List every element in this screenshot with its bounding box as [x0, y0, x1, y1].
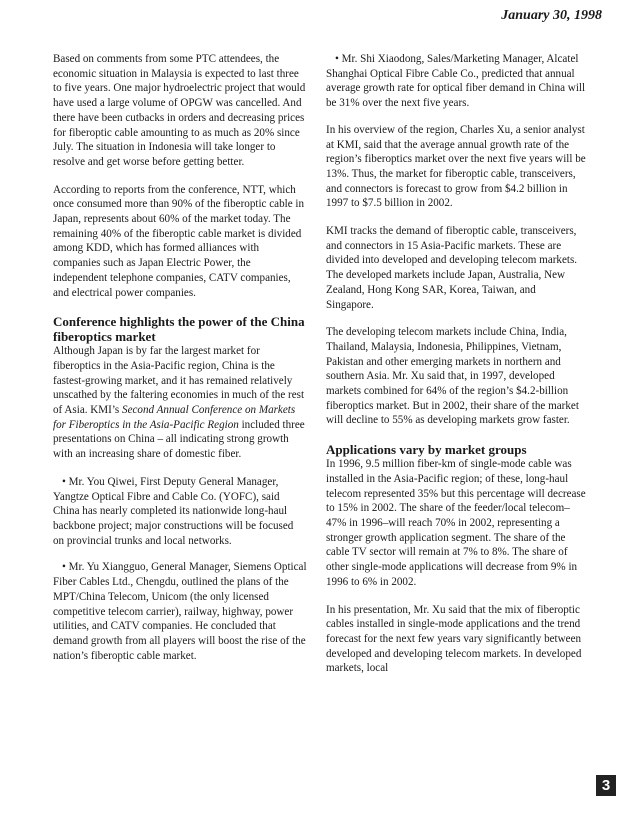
section-heading-china: Conference highlights the power of the China fiberoptics market	[53, 314, 305, 345]
bullet-yu-xiangguo: • Mr. Yu Xiangguo, General Manager, Siemens Optical Fiber Cables Ltd., Chengdu, outlined the plans of the MPT/China Telecom, Unicom (the only licensed competitive telecom carrier), railway, highway, power utilities, and CATV companies. He concluded that demand growth from all players will boost the rise of the nation’s fiberoptic cable market.	[53, 561, 307, 662]
paragraph-xu-presentation: In his presentation, Mr. Xu said that the mix of fiberoptic cables installed in single-mode applications and the trend forecast for the next few years vary significantly between developed and developing telecom markets. In developed markets, local	[326, 603, 582, 675]
right-column	[326, 52, 586, 689]
paragraph-china-market	[53, 344, 307, 462]
bullet-shi-xiaodong: • Mr. Shi Xiaodong, Sales/Marketing Manager, Alcatel Shanghai Optical Fibre Cable Co., predicted that annual average growth rate for optical fiber demand in China will be 31% over the next five years.	[326, 53, 586, 110]
paragraph-developing-markets: The developing telecom markets include China, India, Thailand, Malaysia, Indonesia, Philippines, Vietnam, Pakistan and other emerging markets in northern and southern Asia. Mr. Xu said that, in 1997, developed markets combined for 64% of the region’s $4.2-billion fiberoptics market. But in 2002, their share of the market will decline to 55% as developing markets grow faster.	[326, 326, 579, 427]
section-heading-applications: Applications vary by market groups	[326, 442, 527, 458]
left-column	[53, 52, 307, 675]
paragraph-china-text-a: Although Japan is by far the largest market for fiberoptics in the Asia-Pacific region, China is the fastest-growing market, and it has remained relatively unscathed by the faltering economies in much of the rest of Asia. KMI’s	[53, 345, 305, 417]
paragraph-china-text-b: included three presentations on China – all indicating strong growth with an increasing share of domestic fiber.	[53, 418, 305, 461]
paragraph-ntt: According to reports from the conference, NTT, which once consumed more than 90% of the fiberoptic cable in Japan, represents about 60% of the market today. The remaining 40% of the fiberoptic cable market is divided among KDD, which has formed alliances with companies such as Japan Electric Power, the independent telephone companies, CATV companies, and electrical power companies.	[53, 183, 305, 299]
paragraph-charles-xu: In his overview of the region, Charles Xu, a senior analyst at KMI, said that the average annual growth rate of the region’s fiberoptics market over the next five years will be 13%. Thus, the market for fiberoptic cable, transceivers, and connectors is forecast to grow from $4.2 billion in 1997 to $7.5 billion in 2002.	[326, 123, 586, 210]
page-number: 3	[596, 775, 616, 796]
bullet-you-qiwei: • Mr. You Qiwei, First Deputy General Manager, Yangtze Optical Fibre and Cable Co. (YOFC), said China has nearly completed its nationwide long-haul backbone project; major constructions will be focused on provincial trunks and local networks.	[53, 475, 294, 547]
paragraph-single-mode: In 1996, 9.5 million fiber-km of single-mode cable was installed in the Asia-Pacific region; of these, long-haul telecom represented 35% but this percentage will decrease to 15% in 2002. The share of the feeder/local telecom–47% in 1996–will reach 70% in 2002, representing a stronger growth application segment. The share of the cable TV sector will remain at 7% to 8%. The share of other single-mode applications will decrease from 9% in 1996 to 6% in 2002.	[326, 458, 586, 588]
paragraph-malaysia: Based on comments from some PTC attendees, the economic situation in Malaysia is expected to last three to five years. One major hydroelectric project that would have used a large volume of OPGW was cancelled. And there have been cutbacks in orders and decreasing prices for fiberoptic cable amounting to as much as 20% since July. The situation in Indonesia will take longer to resolve and get worse before getting better.	[53, 53, 306, 168]
paragraph-developed-markets: KMI tracks the demand of fiberoptic cable, transceivers, and connectors in 15 Asia-Pacific markets. These are divided into developed and developing telecom markets. The developed markets include Japan, Australia, New Zealand, Hong Kong SAR, Korea, Taiwan, and Singapore.	[326, 225, 578, 311]
issue-date: January 30, 1998	[501, 8, 602, 23]
conference-title: Second Annual Conference on Markets for Fiberoptics in the Asia-Pacific Region	[53, 404, 296, 431]
